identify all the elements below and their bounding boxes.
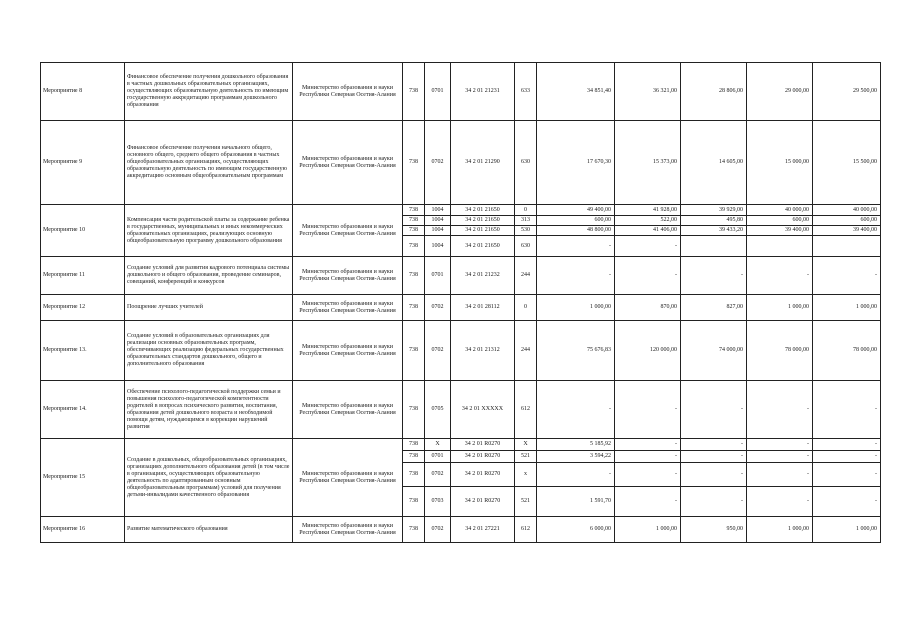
cell-csr: 34 2 01 21231 xyxy=(451,63,515,121)
cell-v1: - xyxy=(537,236,615,257)
cell-grbs: 738 xyxy=(403,487,425,517)
cell-rzpr: 0702 xyxy=(425,121,451,205)
cell-v5: - xyxy=(813,257,881,295)
cell-grbs: 738 xyxy=(403,205,425,216)
cell-v5: - xyxy=(813,381,881,439)
table-row xyxy=(41,321,881,381)
responsible-organization: Министерство образования и науки Республики Северная Осетия-Алания xyxy=(293,321,403,381)
cell-vr: 313 xyxy=(515,216,537,226)
cell-vr: 633 xyxy=(515,63,537,121)
cell-grbs: 738 xyxy=(403,463,425,487)
responsible-organization: Министерство образования и науки Республики Северная Осетия-Алания xyxy=(293,439,403,517)
cell-v4: - xyxy=(747,439,813,451)
cell-v5: - xyxy=(813,463,881,487)
measure-description: Создание условий в образовательных организациях для реализации основных образовательных программ, обеспечивающих реализацию федеральных государственных образовательных стандартов дошкольного, общего и дополнительного образования xyxy=(125,321,293,381)
cell-v2: - xyxy=(615,487,681,517)
table-row xyxy=(41,63,881,121)
measure-description: Обеспечение психолого-педагогической поддержки семьи и повышения психолого-педагогической компетентности родителей в вопросах психического развития, воспитания, образования детей дошкольного возраста и необходимой помощи детям, нуждающимся в коррекции нарушений развития xyxy=(125,381,293,439)
cell-v2: - xyxy=(615,463,681,487)
cell-csr: 34 2 01 21290 xyxy=(451,121,515,205)
cell-v2: - xyxy=(615,236,681,257)
cell-v4: 39 400,00 xyxy=(747,226,813,236)
cell-v5: 39 400,00 xyxy=(813,226,881,236)
cell-v4: - xyxy=(747,381,813,439)
cell-vr: х xyxy=(515,463,537,487)
cell-rzpr: 0702 xyxy=(425,295,451,321)
cell-csr: 34 2 01 28112 xyxy=(451,295,515,321)
cell-v5: - xyxy=(813,451,881,463)
cell-grbs: 738 xyxy=(403,226,425,236)
cell-vr: 521 xyxy=(515,451,537,463)
cell-csr: 34 2 01 R0270 xyxy=(451,451,515,463)
cell-vr: 612 xyxy=(515,381,537,439)
cell-v1: 6 000,00 xyxy=(537,517,615,543)
cell-csr: 34 2 01 21650 xyxy=(451,205,515,216)
table-row xyxy=(41,257,881,295)
cell-v4: 29 000,00 xyxy=(747,63,813,121)
cell-v2: 36 321,00 xyxy=(615,63,681,121)
cell-v3: - xyxy=(681,257,747,295)
cell-rzpr: 0702 xyxy=(425,517,451,543)
cell-grbs: 738 xyxy=(403,321,425,381)
cell-csr: 34 2 01 27221 xyxy=(451,517,515,543)
cell-csr: 34 2 01 21312 xyxy=(451,321,515,381)
cell-csr: 34 2 01 21232 xyxy=(451,257,515,295)
cell-csr: 34 2 01 21650 xyxy=(451,236,515,257)
cell-v1: 600,00 xyxy=(537,216,615,226)
cell-rzpr: 1004 xyxy=(425,226,451,236)
cell-rzpr: 0703 xyxy=(425,487,451,517)
cell-csr: 34 2 01 21650 xyxy=(451,226,515,236)
measure-description: Развитие математического образования xyxy=(125,517,293,543)
cell-v4: 78 000,00 xyxy=(747,321,813,381)
cell-v1: 3 594,22 xyxy=(537,451,615,463)
cell-grbs: 738 xyxy=(403,63,425,121)
cell-v3: 28 806,00 xyxy=(681,63,747,121)
cell-grbs: 738 xyxy=(403,451,425,463)
cell-rzpr: 1004 xyxy=(425,216,451,226)
cell-v4: - xyxy=(747,257,813,295)
cell-v5: 600,00 xyxy=(813,216,881,226)
cell-vr: 530 xyxy=(515,226,537,236)
cell-v4: 15 000,00 xyxy=(747,121,813,205)
cell-v1: 34 851,40 xyxy=(537,63,615,121)
cell-v5: 29 500,00 xyxy=(813,63,881,121)
cell-v4: - xyxy=(747,487,813,517)
cell-grbs: 738 xyxy=(403,439,425,451)
responsible-organization: Министерство образования и науки Республики Северная Осетия-Алания xyxy=(293,381,403,439)
cell-v2: 120 000,00 xyxy=(615,321,681,381)
cell-rzpr: 1004 xyxy=(425,236,451,257)
cell-v4: 1 000,00 xyxy=(747,517,813,543)
measure-name: Мероприятие 16 xyxy=(41,517,125,543)
cell-grbs: 738 xyxy=(403,295,425,321)
cell-grbs: 738 xyxy=(403,121,425,205)
cell-vr: 0 xyxy=(515,205,537,216)
cell-vr: 521 xyxy=(515,487,537,517)
measure-name: Мероприятие 8 xyxy=(41,63,125,121)
cell-vr: 630 xyxy=(515,121,537,205)
cell-vr: Х xyxy=(515,439,537,451)
cell-vr: 244 xyxy=(515,257,537,295)
cell-csr: 34 2 01 XXXXX xyxy=(451,381,515,439)
cell-v2: - xyxy=(615,257,681,295)
cell-v2: - xyxy=(615,439,681,451)
cell-v3: - xyxy=(681,381,747,439)
cell-rzpr: 0702 xyxy=(425,463,451,487)
measure-name: Мероприятие 15 xyxy=(41,439,125,517)
cell-v1: - xyxy=(537,381,615,439)
cell-v1: 75 676,83 xyxy=(537,321,615,381)
cell-v4: - xyxy=(747,463,813,487)
measure-name: Мероприятие 9 xyxy=(41,121,125,205)
cell-rzpr: 0701 xyxy=(425,63,451,121)
measure-description: Финансовое обеспечение получения начального общего, основного общего, среднего общего образования в частных общеобразовательных организациях, осуществляющих образовательную деятельность по имеющим государственную аккредитацию основным общеобразовательным программам xyxy=(125,121,293,205)
cell-grbs: 738 xyxy=(403,216,425,226)
cell-v1: - xyxy=(537,463,615,487)
cell-v3: 950,00 xyxy=(681,517,747,543)
cell-grbs: 738 xyxy=(403,381,425,439)
cell-v4 xyxy=(747,236,813,257)
budget-table xyxy=(40,62,881,543)
cell-v5: 1 000,00 xyxy=(813,517,881,543)
cell-rzpr: 1004 xyxy=(425,205,451,216)
cell-v3: 827,00 xyxy=(681,295,747,321)
measure-description: Финансовое обеспечение получения дошкольного образования в частных дошкольных образовательных организациях, осуществляющих образовательную деятельность по имеющим государственную аккредитацию программам дошкольного образования xyxy=(125,63,293,121)
measure-name: Мероприятие 10 xyxy=(41,205,125,257)
cell-v3: 495,80 xyxy=(681,216,747,226)
table-row xyxy=(41,381,881,439)
cell-v4: - xyxy=(747,451,813,463)
measure-description: Создание условий для развития кадрового потенциала системы дошкольного и общего образования, проведение семинаров, совещаний, конференций и конкурсов xyxy=(125,257,293,295)
cell-v1: 48 800,00 xyxy=(537,226,615,236)
cell-v2: 870,00 xyxy=(615,295,681,321)
cell-vr: 612 xyxy=(515,517,537,543)
cell-v2: - xyxy=(615,451,681,463)
cell-v1: - xyxy=(537,257,615,295)
cell-v3: - xyxy=(681,451,747,463)
cell-rzpr: 0701 xyxy=(425,451,451,463)
cell-v2: 522,00 xyxy=(615,216,681,226)
table-row xyxy=(41,295,881,321)
cell-grbs: 738 xyxy=(403,517,425,543)
cell-rzpr: 0701 xyxy=(425,257,451,295)
measure-description: Поощрение лучших учителей xyxy=(125,295,293,321)
cell-v2: 1 000,00 xyxy=(615,517,681,543)
measure-name: Мероприятие 12 xyxy=(41,295,125,321)
cell-v2: 41 928,00 xyxy=(615,205,681,216)
cell-v3 xyxy=(681,236,747,257)
cell-vr: 244 xyxy=(515,321,537,381)
cell-v2: 15 373,00 xyxy=(615,121,681,205)
cell-v3: 39 433,20 xyxy=(681,226,747,236)
cell-v3: 74 000,00 xyxy=(681,321,747,381)
cell-v4: 600,00 xyxy=(747,216,813,226)
cell-v3: 14 605,00 xyxy=(681,121,747,205)
table-row xyxy=(41,205,881,216)
cell-v3: - xyxy=(681,463,747,487)
responsible-organization: Министерство образования и науки Республики Северная Осетия-Алания xyxy=(293,517,403,543)
cell-rzpr: 0705 xyxy=(425,381,451,439)
responsible-organization: Министерство образования и науки Республики Северная Осетия-Алания xyxy=(293,295,403,321)
table-row xyxy=(41,439,881,451)
cell-csr: 34 2 01 R0270 xyxy=(451,439,515,451)
cell-v3: - xyxy=(681,487,747,517)
cell-v1: 1 591,70 xyxy=(537,487,615,517)
cell-csr: 34 2 01 R0270 xyxy=(451,463,515,487)
cell-v5: 15 500,00 xyxy=(813,121,881,205)
table-row xyxy=(41,121,881,205)
cell-rzpr: 0702 xyxy=(425,321,451,381)
measure-name: Мероприятие 11 xyxy=(41,257,125,295)
table-row xyxy=(41,517,881,543)
cell-csr: 34 2 01 21650 xyxy=(451,216,515,226)
cell-grbs: 738 xyxy=(403,236,425,257)
cell-v1: 49 400,00 xyxy=(537,205,615,216)
cell-v2: 41 406,00 xyxy=(615,226,681,236)
cell-v2: - xyxy=(615,381,681,439)
cell-rzpr: Х xyxy=(425,439,451,451)
cell-v5: - xyxy=(813,439,881,451)
measure-name: Мероприятие 13. xyxy=(41,321,125,381)
cell-v3: 39 929,00 xyxy=(681,205,747,216)
cell-vr: 0 xyxy=(515,295,537,321)
responsible-organization: Министерство образования и науки Республики Северная Осетия-Алания xyxy=(293,121,403,205)
cell-v5: 78 000,00 xyxy=(813,321,881,381)
cell-v1: 17 670,30 xyxy=(537,121,615,205)
cell-csr: 34 2 01 R0270 xyxy=(451,487,515,517)
table-body xyxy=(41,63,881,543)
budget-table-sheet xyxy=(40,62,880,543)
cell-v4: 1 000,00 xyxy=(747,295,813,321)
cell-v5: - xyxy=(813,487,881,517)
responsible-organization: Министерство образования и науки Республики Северная Осетия-Алания xyxy=(293,205,403,257)
responsible-organization: Министерство образования и науки Республики Северная Осетия-Алания xyxy=(293,257,403,295)
cell-v1: 1 000,00 xyxy=(537,295,615,321)
cell-v1: 5 185,92 xyxy=(537,439,615,451)
cell-vr: 630 xyxy=(515,236,537,257)
cell-v4: 40 000,00 xyxy=(747,205,813,216)
cell-v3: - xyxy=(681,439,747,451)
cell-v5: 40 000,00 xyxy=(813,205,881,216)
responsible-organization: Министерство образования и науки Республики Северная Осетия-Алания xyxy=(293,63,403,121)
cell-v5: 1 000,00 xyxy=(813,295,881,321)
measure-name: Мероприятие 14. xyxy=(41,381,125,439)
cell-v5 xyxy=(813,236,881,257)
measure-description: Компенсация части родительской платы за содержание ребенка в государственных, муниципальных и иных некоммерческих образовательных организациях, реализующих основную общеобразовательную программу дошкольного образования xyxy=(125,205,293,257)
measure-description: Создание в дошкольных, общеобразовательных организациях, организациях дополнительного образования детей (в том числе в организациях, осуществляющих образовательную деятельность по адаптированным основным общеобразовательным программам) условий для получения детьми-инвалидами качественного образования xyxy=(125,439,293,517)
cell-grbs: 738 xyxy=(403,257,425,295)
